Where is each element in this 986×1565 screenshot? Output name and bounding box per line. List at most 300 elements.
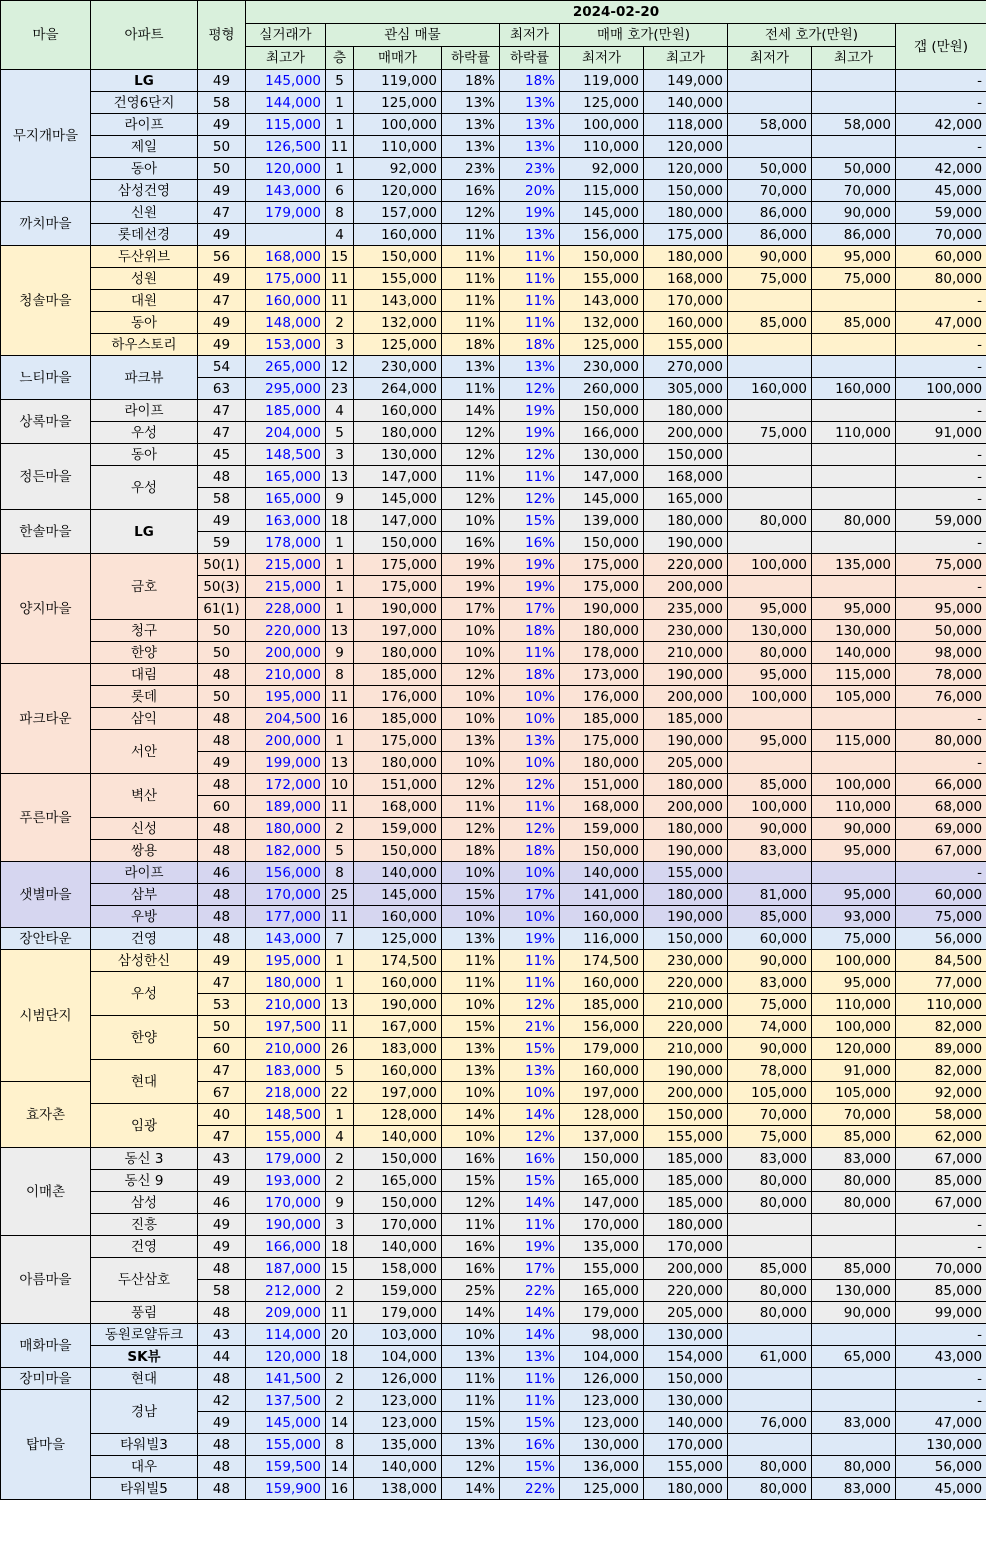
min-drop-rate-cell: 11% — [500, 642, 560, 664]
size-cell: 49 — [198, 752, 246, 774]
gap-cell: - — [896, 1236, 986, 1258]
village-cell: 청솔마을 — [1, 246, 91, 356]
jeonse-ask-min-cell — [728, 708, 812, 730]
jeonse-ask-max-cell: 115,000 — [812, 730, 896, 752]
floor-cell: 14 — [326, 1412, 354, 1434]
drop-rate-cell: 16% — [442, 1148, 500, 1170]
size-cell: 49 — [198, 224, 246, 246]
size-cell: 49 — [198, 114, 246, 136]
size-cell: 50 — [198, 1016, 246, 1038]
sale-ask-max-cell: 168,000 — [644, 466, 728, 488]
drop-rate-cell: 10% — [442, 686, 500, 708]
apartment-name-cell: 임광 — [91, 1104, 198, 1148]
real-max-price-cell: 193,000 — [246, 1170, 326, 1192]
sale-ask-min-cell: 156,000 — [560, 1016, 644, 1038]
size-cell: 48 — [198, 1258, 246, 1280]
gap-cell: 85,000 — [896, 1280, 986, 1302]
apartment-name-cell: 동아 — [91, 158, 198, 180]
floor-cell: 23 — [326, 378, 354, 400]
min-drop-rate-cell: 13% — [500, 224, 560, 246]
apartment-name-cell: 경남 — [91, 1390, 198, 1434]
drop-rate-cell: 12% — [442, 488, 500, 510]
jeonse-ask-min-cell: 95,000 — [728, 730, 812, 752]
gap-cell: 80,000 — [896, 268, 986, 290]
sale-price-cell: 179,000 — [354, 1302, 442, 1324]
size-cell: 50 — [198, 620, 246, 642]
min-drop-rate-cell: 14% — [500, 1192, 560, 1214]
real-max-price-cell: 190,000 — [246, 1214, 326, 1236]
apartment-name-cell: 라이프 — [91, 400, 198, 422]
real-max-price-cell: 114,000 — [246, 1324, 326, 1346]
size-cell: 48 — [198, 1302, 246, 1324]
jeonse-ask-min-cell — [728, 488, 812, 510]
table-row — [1, 620, 986, 642]
sale-ask-min-cell: 123,000 — [560, 1412, 644, 1434]
floor-cell: 11 — [326, 906, 354, 928]
gap-cell: 56,000 — [896, 928, 986, 950]
gap-cell: 67,000 — [896, 1148, 986, 1170]
drop-rate-cell: 11% — [442, 1390, 500, 1412]
jeonse-ask-max-cell: 80,000 — [812, 1192, 896, 1214]
table-row — [1, 1434, 986, 1456]
jeonse-ask-max-cell: 93,000 — [812, 906, 896, 928]
sale-ask-max-cell: 205,000 — [644, 1302, 728, 1324]
real-max-price-cell: 204,000 — [246, 422, 326, 444]
gap-cell: 100,000 — [896, 378, 986, 400]
sale-ask-min-cell: 104,000 — [560, 1346, 644, 1368]
size-cell: 58 — [198, 1280, 246, 1302]
apartment-name-cell: 두산삼호 — [91, 1258, 198, 1302]
min-drop-rate-cell: 10% — [500, 862, 560, 884]
jeonse-ask-max-cell — [812, 532, 896, 554]
jeonse-ask-min-cell: 81,000 — [728, 884, 812, 906]
floor-cell: 1 — [326, 532, 354, 554]
real-max-price-cell: 170,000 — [246, 884, 326, 906]
jeonse-ask-max-cell: 110,000 — [812, 796, 896, 818]
jeonse-ask-min-cell — [728, 1434, 812, 1456]
floor-cell: 5 — [326, 840, 354, 862]
table-row — [1, 202, 986, 224]
table-row — [1, 400, 986, 422]
size-cell: 54 — [198, 356, 246, 378]
gap-cell: - — [896, 576, 986, 598]
gap-cell: 77,000 — [896, 972, 986, 994]
size-cell: 60 — [198, 796, 246, 818]
drop-rate-cell: 25% — [442, 1280, 500, 1302]
size-cell: 49 — [198, 1214, 246, 1236]
jeonse-ask-max-cell — [812, 1214, 896, 1236]
apartment-name-cell: 현대 — [91, 1368, 198, 1390]
sale-ask-min-cell: 179,000 — [560, 1038, 644, 1060]
sale-ask-min-cell: 147,000 — [560, 466, 644, 488]
apartment-name-cell: 롯데선경 — [91, 224, 198, 246]
apartment-name-cell: 두산위브 — [91, 246, 198, 268]
jeonse-ask-min-cell — [728, 466, 812, 488]
village-cell: 무지개마을 — [1, 70, 91, 202]
size-cell: 43 — [198, 1324, 246, 1346]
drop-rate-cell: 13% — [442, 730, 500, 752]
real-max-price-cell: 179,000 — [246, 202, 326, 224]
gap-cell: - — [896, 862, 986, 884]
floor-cell: 1 — [326, 972, 354, 994]
table-row — [1, 774, 986, 796]
floor-cell: 26 — [326, 1038, 354, 1060]
size-cell: 49 — [198, 70, 246, 92]
gap-cell: 99,000 — [896, 1302, 986, 1324]
drop-rate-cell: 15% — [442, 1016, 500, 1038]
jeonse-ask-max-cell — [812, 862, 896, 884]
real-max-price-cell: 210,000 — [246, 1038, 326, 1060]
real-max-price-cell — [246, 224, 326, 246]
sale-price-cell: 123,000 — [354, 1390, 442, 1412]
jeonse-ask-min-cell: 105,000 — [728, 1082, 812, 1104]
sale-ask-min-cell: 180,000 — [560, 620, 644, 642]
drop-rate-cell: 14% — [442, 1104, 500, 1126]
village-cell: 이매촌 — [1, 1148, 91, 1236]
apartment-name-cell: 우방 — [91, 906, 198, 928]
sale-ask-min-cell: 145,000 — [560, 202, 644, 224]
sale-ask-max-cell: 185,000 — [644, 708, 728, 730]
jeonse-ask-max-cell: 105,000 — [812, 1082, 896, 1104]
real-max-price-cell: 120,000 — [246, 158, 326, 180]
sale-ask-min-cell: 175,000 — [560, 554, 644, 576]
sale-ask-min-cell: 174,500 — [560, 950, 644, 972]
drop-rate-cell: 13% — [442, 928, 500, 950]
sale-ask-min-cell: 137,000 — [560, 1126, 644, 1148]
gap-cell: - — [896, 1368, 986, 1390]
sale-ask-max-cell: 175,000 — [644, 224, 728, 246]
sale-ask-min-cell: 197,000 — [560, 1082, 644, 1104]
jeonse-ask-min-cell: 70,000 — [728, 1104, 812, 1126]
sale-ask-max-cell: 210,000 — [644, 1038, 728, 1060]
real-max-price-cell: 141,500 — [246, 1368, 326, 1390]
sale-ask-max-cell: 150,000 — [644, 928, 728, 950]
sale-ask-max-cell: 180,000 — [644, 1478, 728, 1500]
apartment-name-cell: 건영6단지 — [91, 92, 198, 114]
jeonse-ask-max-cell — [812, 488, 896, 510]
sale-ask-min-cell: 145,000 — [560, 488, 644, 510]
jeonse-ask-max-cell: 95,000 — [812, 246, 896, 268]
sale-ask-max-cell: 155,000 — [644, 862, 728, 884]
jeonse-ask-max-cell: 105,000 — [812, 686, 896, 708]
min-drop-rate-cell: 19% — [500, 400, 560, 422]
gap-cell: 56,000 — [896, 1456, 986, 1478]
size-cell: 48 — [198, 708, 246, 730]
sale-price-cell: 185,000 — [354, 708, 442, 730]
sale-ask-max-cell: 220,000 — [644, 1280, 728, 1302]
sale-ask-min-cell: 125,000 — [560, 92, 644, 114]
jeonse-ask-min-cell: 90,000 — [728, 246, 812, 268]
sale-ask-min-cell: 173,000 — [560, 664, 644, 686]
real-max-price-cell: 212,000 — [246, 1280, 326, 1302]
drop-rate-cell: 13% — [442, 92, 500, 114]
sale-ask-min-cell: 92,000 — [560, 158, 644, 180]
apartment-name-cell: 건영 — [91, 1236, 198, 1258]
jeonse-ask-max-cell: 95,000 — [812, 884, 896, 906]
floor-cell: 6 — [326, 180, 354, 202]
floor-cell: 3 — [326, 334, 354, 356]
jeonse-ask-min-cell: 80,000 — [728, 1280, 812, 1302]
header-village: 마을 — [1, 1, 91, 70]
sale-price-cell: 143,000 — [354, 290, 442, 312]
jeonse-ask-min-cell: 75,000 — [728, 1126, 812, 1148]
sale-ask-min-cell: 141,000 — [560, 884, 644, 906]
size-cell: 60 — [198, 1038, 246, 1060]
village-cell: 매화마을 — [1, 1324, 91, 1368]
table-row — [1, 1346, 986, 1368]
sale-ask-min-cell: 143,000 — [560, 290, 644, 312]
apartment-name-cell: 금호 — [91, 554, 198, 620]
table-row — [1, 1258, 986, 1280]
gap-cell: 47,000 — [896, 312, 986, 334]
size-cell: 48 — [198, 1456, 246, 1478]
table-row — [1, 114, 986, 136]
drop-rate-cell: 11% — [442, 972, 500, 994]
gap-cell: 68,000 — [896, 796, 986, 818]
apartment-name-cell: 삼부 — [91, 884, 198, 906]
real-max-price-cell: 195,000 — [246, 686, 326, 708]
village-cell: 양지마을 — [1, 554, 91, 664]
size-cell: 48 — [198, 818, 246, 840]
gap-cell: - — [896, 444, 986, 466]
floor-cell: 20 — [326, 1324, 354, 1346]
drop-rate-cell: 12% — [442, 1456, 500, 1478]
jeonse-ask-min-cell: 80,000 — [728, 510, 812, 532]
real-max-price-cell: 137,500 — [246, 1390, 326, 1412]
min-drop-rate-cell: 11% — [500, 290, 560, 312]
min-drop-rate-cell: 12% — [500, 818, 560, 840]
header-sale-ask: 매매 호가(만원) — [560, 24, 728, 47]
sale-ask-min-cell: 176,000 — [560, 686, 644, 708]
jeonse-ask-min-cell: 80,000 — [728, 1456, 812, 1478]
sale-ask-max-cell: 200,000 — [644, 796, 728, 818]
header-drop-rate: 하락률 — [442, 47, 500, 70]
sale-ask-min-cell: 128,000 — [560, 1104, 644, 1126]
sale-ask-min-cell: 130,000 — [560, 1434, 644, 1456]
sale-ask-max-cell: 200,000 — [644, 576, 728, 598]
min-drop-rate-cell: 17% — [500, 884, 560, 906]
min-drop-rate-cell: 11% — [500, 1368, 560, 1390]
jeonse-ask-min-cell: 80,000 — [728, 1170, 812, 1192]
jeonse-ask-max-cell — [812, 290, 896, 312]
jeonse-ask-min-cell — [728, 1390, 812, 1412]
floor-cell: 8 — [326, 1434, 354, 1456]
size-cell: 44 — [198, 1346, 246, 1368]
real-max-price-cell: 166,000 — [246, 1236, 326, 1258]
drop-rate-cell: 12% — [442, 444, 500, 466]
apartment-name-cell: 타워빌3 — [91, 1434, 198, 1456]
sale-ask-min-cell: 170,000 — [560, 1214, 644, 1236]
gap-cell: 62,000 — [896, 1126, 986, 1148]
jeonse-ask-max-cell — [812, 708, 896, 730]
table-row — [1, 334, 986, 356]
sale-price-cell: 128,000 — [354, 1104, 442, 1126]
jeonse-ask-max-cell — [812, 136, 896, 158]
sale-ask-min-cell: 165,000 — [560, 1280, 644, 1302]
sale-ask-max-cell: 118,000 — [644, 114, 728, 136]
apartment-name-cell: 우성 — [91, 972, 198, 1016]
sale-ask-max-cell: 170,000 — [644, 1236, 728, 1258]
jeonse-ask-min-cell: 100,000 — [728, 554, 812, 576]
sale-price-cell: 140,000 — [354, 862, 442, 884]
size-cell: 58 — [198, 92, 246, 114]
apartment-name-cell: 동아 — [91, 444, 198, 466]
size-cell: 63 — [198, 378, 246, 400]
header-floor: 층 — [326, 47, 354, 70]
floor-cell: 10 — [326, 774, 354, 796]
jeonse-ask-min-cell — [728, 576, 812, 598]
drop-rate-cell: 10% — [442, 862, 500, 884]
sale-ask-min-cell: 159,000 — [560, 818, 644, 840]
real-max-price-cell: 115,000 — [246, 114, 326, 136]
sale-price-cell: 174,500 — [354, 950, 442, 972]
jeonse-ask-min-cell: 61,000 — [728, 1346, 812, 1368]
jeonse-ask-max-cell: 110,000 — [812, 994, 896, 1016]
sale-ask-max-cell: 200,000 — [644, 686, 728, 708]
size-cell: 49 — [198, 510, 246, 532]
real-max-price-cell: 195,000 — [246, 950, 326, 972]
sale-ask-min-cell: 166,000 — [560, 422, 644, 444]
jeonse-ask-max-cell: 95,000 — [812, 840, 896, 862]
sale-price-cell: 140,000 — [354, 1126, 442, 1148]
apartment-name-cell: 대림 — [91, 664, 198, 686]
sale-ask-min-cell: 100,000 — [560, 114, 644, 136]
real-max-price-cell: 148,000 — [246, 312, 326, 334]
drop-rate-cell: 10% — [442, 752, 500, 774]
sale-ask-max-cell: 205,000 — [644, 752, 728, 774]
sale-price-cell: 110,000 — [354, 136, 442, 158]
real-max-price-cell: 204,500 — [246, 708, 326, 730]
gap-cell: 67,000 — [896, 1192, 986, 1214]
header-jeonse-ask: 전세 호가(만원) — [728, 24, 896, 47]
floor-cell: 7 — [326, 928, 354, 950]
sale-ask-min-cell: 150,000 — [560, 840, 644, 862]
jeonse-ask-max-cell — [812, 752, 896, 774]
floor-cell: 11 — [326, 268, 354, 290]
drop-rate-cell: 18% — [442, 70, 500, 92]
size-cell: 46 — [198, 1192, 246, 1214]
drop-rate-cell: 15% — [442, 884, 500, 906]
sale-ask-max-cell: 190,000 — [644, 1060, 728, 1082]
drop-rate-cell: 14% — [442, 400, 500, 422]
gap-cell: 45,000 — [896, 1478, 986, 1500]
size-cell: 48 — [198, 1478, 246, 1500]
header-min-drop-1: 최저가 — [500, 24, 560, 47]
gap-cell: 82,000 — [896, 1016, 986, 1038]
jeonse-ask-min-cell — [728, 400, 812, 422]
table-row — [1, 1060, 986, 1082]
sale-price-cell: 150,000 — [354, 532, 442, 554]
floor-cell: 3 — [326, 444, 354, 466]
sale-ask-max-cell: 230,000 — [644, 620, 728, 642]
sale-ask-max-cell: 190,000 — [644, 730, 728, 752]
min-drop-rate-cell: 19% — [500, 1236, 560, 1258]
sale-price-cell: 150,000 — [354, 1148, 442, 1170]
jeonse-ask-max-cell: 100,000 — [812, 950, 896, 972]
sale-ask-min-cell: 98,000 — [560, 1324, 644, 1346]
jeonse-ask-min-cell — [728, 334, 812, 356]
jeonse-ask-max-cell: 90,000 — [812, 818, 896, 840]
table-row — [1, 950, 986, 972]
sale-ask-max-cell: 140,000 — [644, 92, 728, 114]
sale-ask-min-cell: 150,000 — [560, 400, 644, 422]
apartment-name-cell: 서안 — [91, 730, 198, 774]
jeonse-ask-min-cell: 60,000 — [728, 928, 812, 950]
jeonse-ask-max-cell: 95,000 — [812, 972, 896, 994]
table-row — [1, 1104, 986, 1126]
jeonse-ask-max-cell — [812, 466, 896, 488]
jeonse-ask-max-cell — [812, 1324, 896, 1346]
jeonse-ask-max-cell — [812, 1368, 896, 1390]
drop-rate-cell: 10% — [442, 906, 500, 928]
min-drop-rate-cell: 10% — [500, 686, 560, 708]
real-max-price-cell: 148,500 — [246, 1104, 326, 1126]
jeonse-ask-max-cell — [812, 356, 896, 378]
floor-cell: 2 — [326, 1280, 354, 1302]
village-cell: 한솔마을 — [1, 510, 91, 554]
sale-ask-max-cell: 220,000 — [644, 1016, 728, 1038]
real-max-price-cell: 145,000 — [246, 1412, 326, 1434]
gap-cell: - — [896, 1390, 986, 1412]
real-max-price-cell: 159,500 — [246, 1456, 326, 1478]
gap-cell: - — [896, 708, 986, 730]
min-drop-rate-cell: 19% — [500, 928, 560, 950]
real-max-price-cell: 215,000 — [246, 576, 326, 598]
real-max-price-cell: 143,000 — [246, 180, 326, 202]
gap-cell: 42,000 — [896, 114, 986, 136]
table-row — [1, 1324, 986, 1346]
drop-rate-cell: 13% — [442, 1434, 500, 1456]
jeonse-ask-max-cell — [812, 1236, 896, 1258]
jeonse-ask-max-cell: 135,000 — [812, 554, 896, 576]
jeonse-ask-max-cell: 110,000 — [812, 422, 896, 444]
size-cell: 50 — [198, 642, 246, 664]
table-row — [1, 1302, 986, 1324]
drop-rate-cell: 11% — [442, 466, 500, 488]
sale-price-cell: 150,000 — [354, 246, 442, 268]
drop-rate-cell: 11% — [442, 950, 500, 972]
size-cell: 47 — [198, 400, 246, 422]
gap-cell: 47,000 — [896, 1412, 986, 1434]
sale-price-cell: 126,000 — [354, 1368, 442, 1390]
real-max-price-cell: 177,000 — [246, 906, 326, 928]
apartment-name-cell: 한양 — [91, 1016, 198, 1060]
sale-price-cell: 147,000 — [354, 466, 442, 488]
jeonse-ask-min-cell — [728, 1214, 812, 1236]
drop-rate-cell: 13% — [442, 356, 500, 378]
real-max-price-cell: 156,000 — [246, 862, 326, 884]
jeonse-ask-min-cell: 58,000 — [728, 114, 812, 136]
drop-rate-cell: 12% — [442, 422, 500, 444]
size-cell: 49 — [198, 950, 246, 972]
floor-cell: 11 — [326, 136, 354, 158]
real-max-price-cell: 172,000 — [246, 774, 326, 796]
size-cell: 48 — [198, 906, 246, 928]
jeonse-ask-min-cell — [728, 290, 812, 312]
sale-price-cell: 125,000 — [354, 334, 442, 356]
jeonse-ask-min-cell — [728, 752, 812, 774]
size-cell: 40 — [198, 1104, 246, 1126]
drop-rate-cell: 11% — [442, 796, 500, 818]
size-cell: 48 — [198, 466, 246, 488]
apartment-name-cell: 풍림 — [91, 1302, 198, 1324]
header-date: 2024-02-20 — [246, 1, 986, 24]
apartment-name-cell: 현대 — [91, 1060, 198, 1104]
gap-cell: 84,500 — [896, 950, 986, 972]
size-cell: 50 — [198, 136, 246, 158]
apartment-name-cell: 대우 — [91, 1456, 198, 1478]
sale-ask-min-cell: 175,000 — [560, 730, 644, 752]
